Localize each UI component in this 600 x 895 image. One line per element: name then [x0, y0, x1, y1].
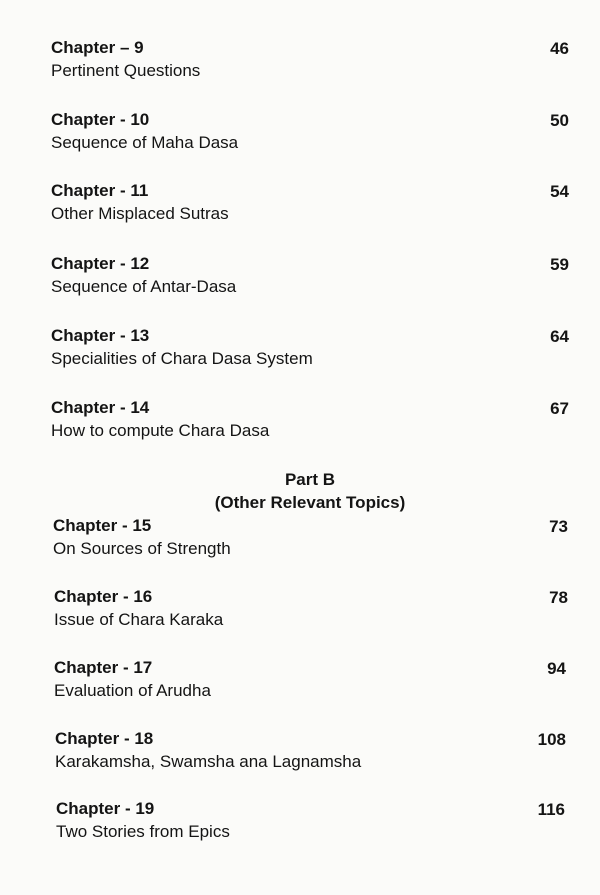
- toc-entry-chapter-14: [51, 398, 569, 446]
- page-number: 50: [550, 111, 569, 130]
- page-number: 54: [550, 182, 569, 201]
- chapter-title: Sequence of Maha Dasa: [51, 133, 239, 152]
- chapter-title: Evaluation of Arudha: [54, 681, 211, 700]
- toc-entry-chapter-19: [56, 799, 565, 847]
- toc-entry-chapter-9: [51, 38, 569, 86]
- toc-entry-chapter-18: [55, 729, 566, 777]
- chapter-label: Chapter - 17: [54, 658, 153, 677]
- toc-entry-chapter-16: [54, 587, 568, 635]
- chapter-title: Two Stories from Epics: [56, 822, 230, 841]
- chapter-label: Chapter - 10: [51, 110, 150, 129]
- page-number: 59: [550, 255, 569, 274]
- chapter-label: Chapter - 16: [54, 587, 153, 606]
- chapter-label: Chapter - 14: [51, 398, 150, 417]
- chapter-label: Chapter - 18: [55, 729, 154, 748]
- toc-entry-chapter-11: [51, 181, 569, 229]
- part-b-heading: Part B: [284, 470, 336, 489]
- page-number: 78: [549, 588, 568, 607]
- toc-entry-chapter-12: [51, 254, 569, 302]
- toc-entry-chapter-10: [51, 110, 569, 158]
- chapter-title: Pertinent Questions: [51, 61, 201, 80]
- chapter-title: Specialities of Chara Dasa System: [51, 349, 313, 368]
- page-number: 67: [550, 399, 569, 418]
- toc-entry-chapter-13: [51, 326, 569, 374]
- chapter-title: How to compute Chara Dasa: [51, 421, 270, 440]
- toc-entry-chapter-15: [53, 516, 568, 564]
- chapter-title: Sequence of Antar-Dasa: [51, 277, 237, 296]
- chapter-title: Karakamsha, Swamsha ana Lagnamsha: [55, 752, 362, 771]
- toc-entry-chapter-17: [54, 658, 566, 706]
- page-number: 64: [550, 327, 569, 346]
- part-b-subtitle: (Other Relevant Topics): [214, 493, 406, 512]
- chapter-label: Chapter - 11: [51, 181, 149, 200]
- page-number: 108: [537, 730, 566, 749]
- chapter-label: Chapter - 12: [51, 254, 150, 273]
- chapter-label: Chapter - 15: [53, 516, 152, 535]
- chapter-title: Issue of Chara Karaka: [54, 610, 224, 629]
- page-number: 94: [547, 659, 566, 678]
- chapter-label: Chapter - 19: [56, 799, 155, 818]
- page-number: 116: [537, 800, 565, 819]
- chapter-title: On Sources of Strength: [53, 539, 231, 558]
- chapter-label: Chapter – 9: [51, 38, 144, 57]
- page-number: 73: [549, 517, 568, 536]
- page-number: 46: [550, 39, 569, 58]
- chapter-label: Chapter - 13: [51, 326, 150, 345]
- chapter-title: Other Misplaced Sutras: [51, 204, 229, 223]
